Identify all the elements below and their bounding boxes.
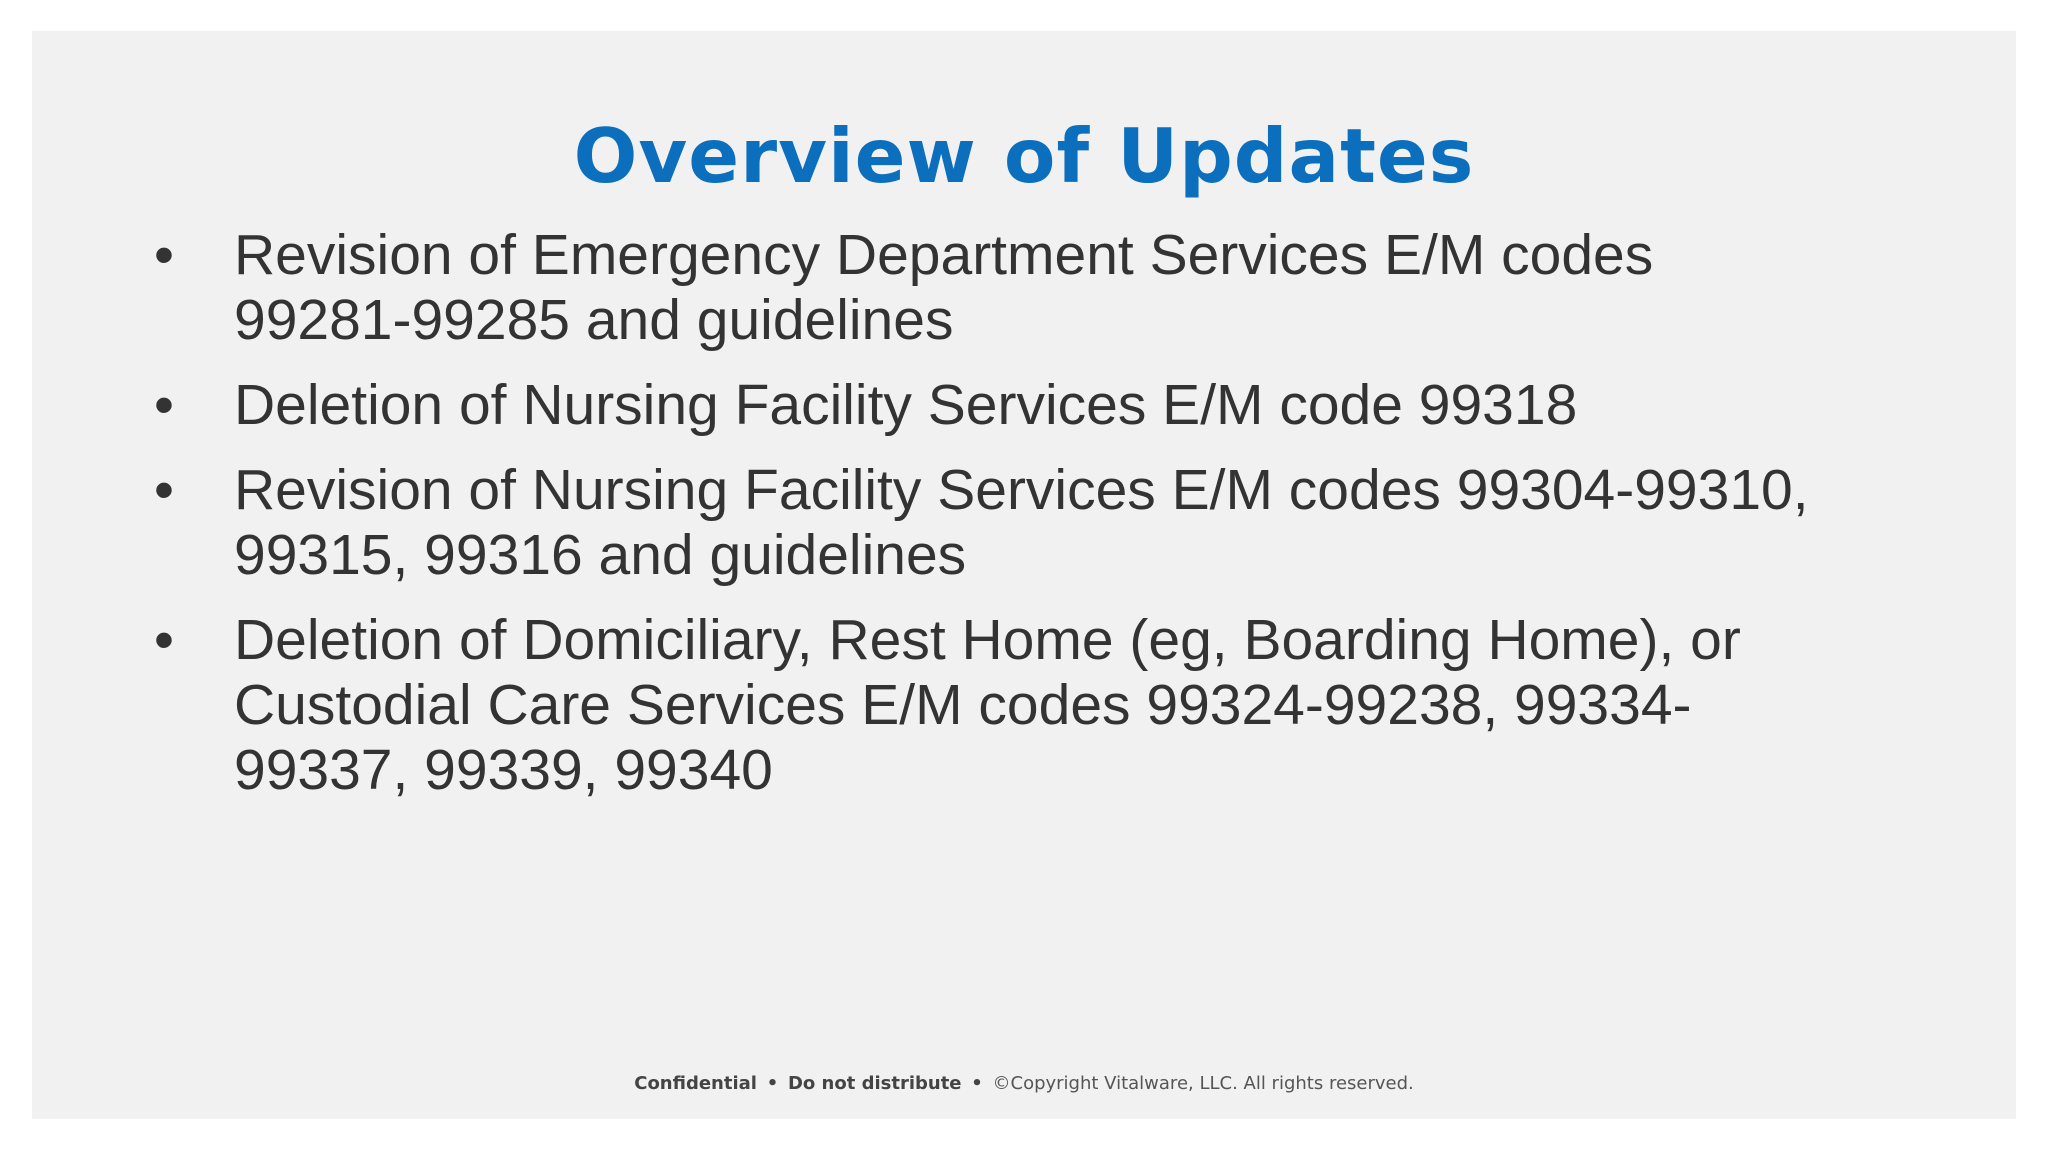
footer-confidential: Confidential [634,1073,757,1094]
bullet-text-line: 99337, 99339, 99340 [234,738,773,802]
bullet-text-line: Revision of Nursing Facility Services E/M codes 99304-99310, [234,458,1809,522]
slide [32,31,2016,1119]
bullet-icon: • [154,608,174,672]
bullet-item [32,608,2016,803]
slide-title: Overview of Updates [573,112,1475,200]
bullet-icon: • [154,458,174,522]
bullet-item [32,223,2016,353]
footer-separator: • [766,1073,779,1094]
bullet-text-line: Custodial Care Services E/M codes 99324-99238, 99334- [234,673,1692,737]
bullet-item [32,373,2016,438]
bullet-icon: • [154,373,174,437]
bullet-text-line: 99281-99285 and guidelines [234,288,954,352]
bullet-item [32,458,2016,588]
bullet-text-line: Deletion of Nursing Facility Services E/M code 99318 [234,373,1578,437]
bullet-icon: • [154,223,174,287]
bullet-text-line: Deletion of Domiciliary, Rest Home (eg, Boarding Home), or [234,608,1741,672]
bullet-list [32,223,2016,823]
footer-separator: • [971,1073,983,1094]
bullet-text-line: 99315, 99316 and guidelines [234,523,967,587]
footer-notice [32,1075,2016,1093]
bullet-text-line: Revision of Emergency Department Services E/M codes [234,223,1654,287]
footer-do-not-distribute: Do not distribute [787,1073,962,1094]
footer-copyright: ©Copyright Vitalware, LLC. All rights reserved. [992,1073,1414,1094]
